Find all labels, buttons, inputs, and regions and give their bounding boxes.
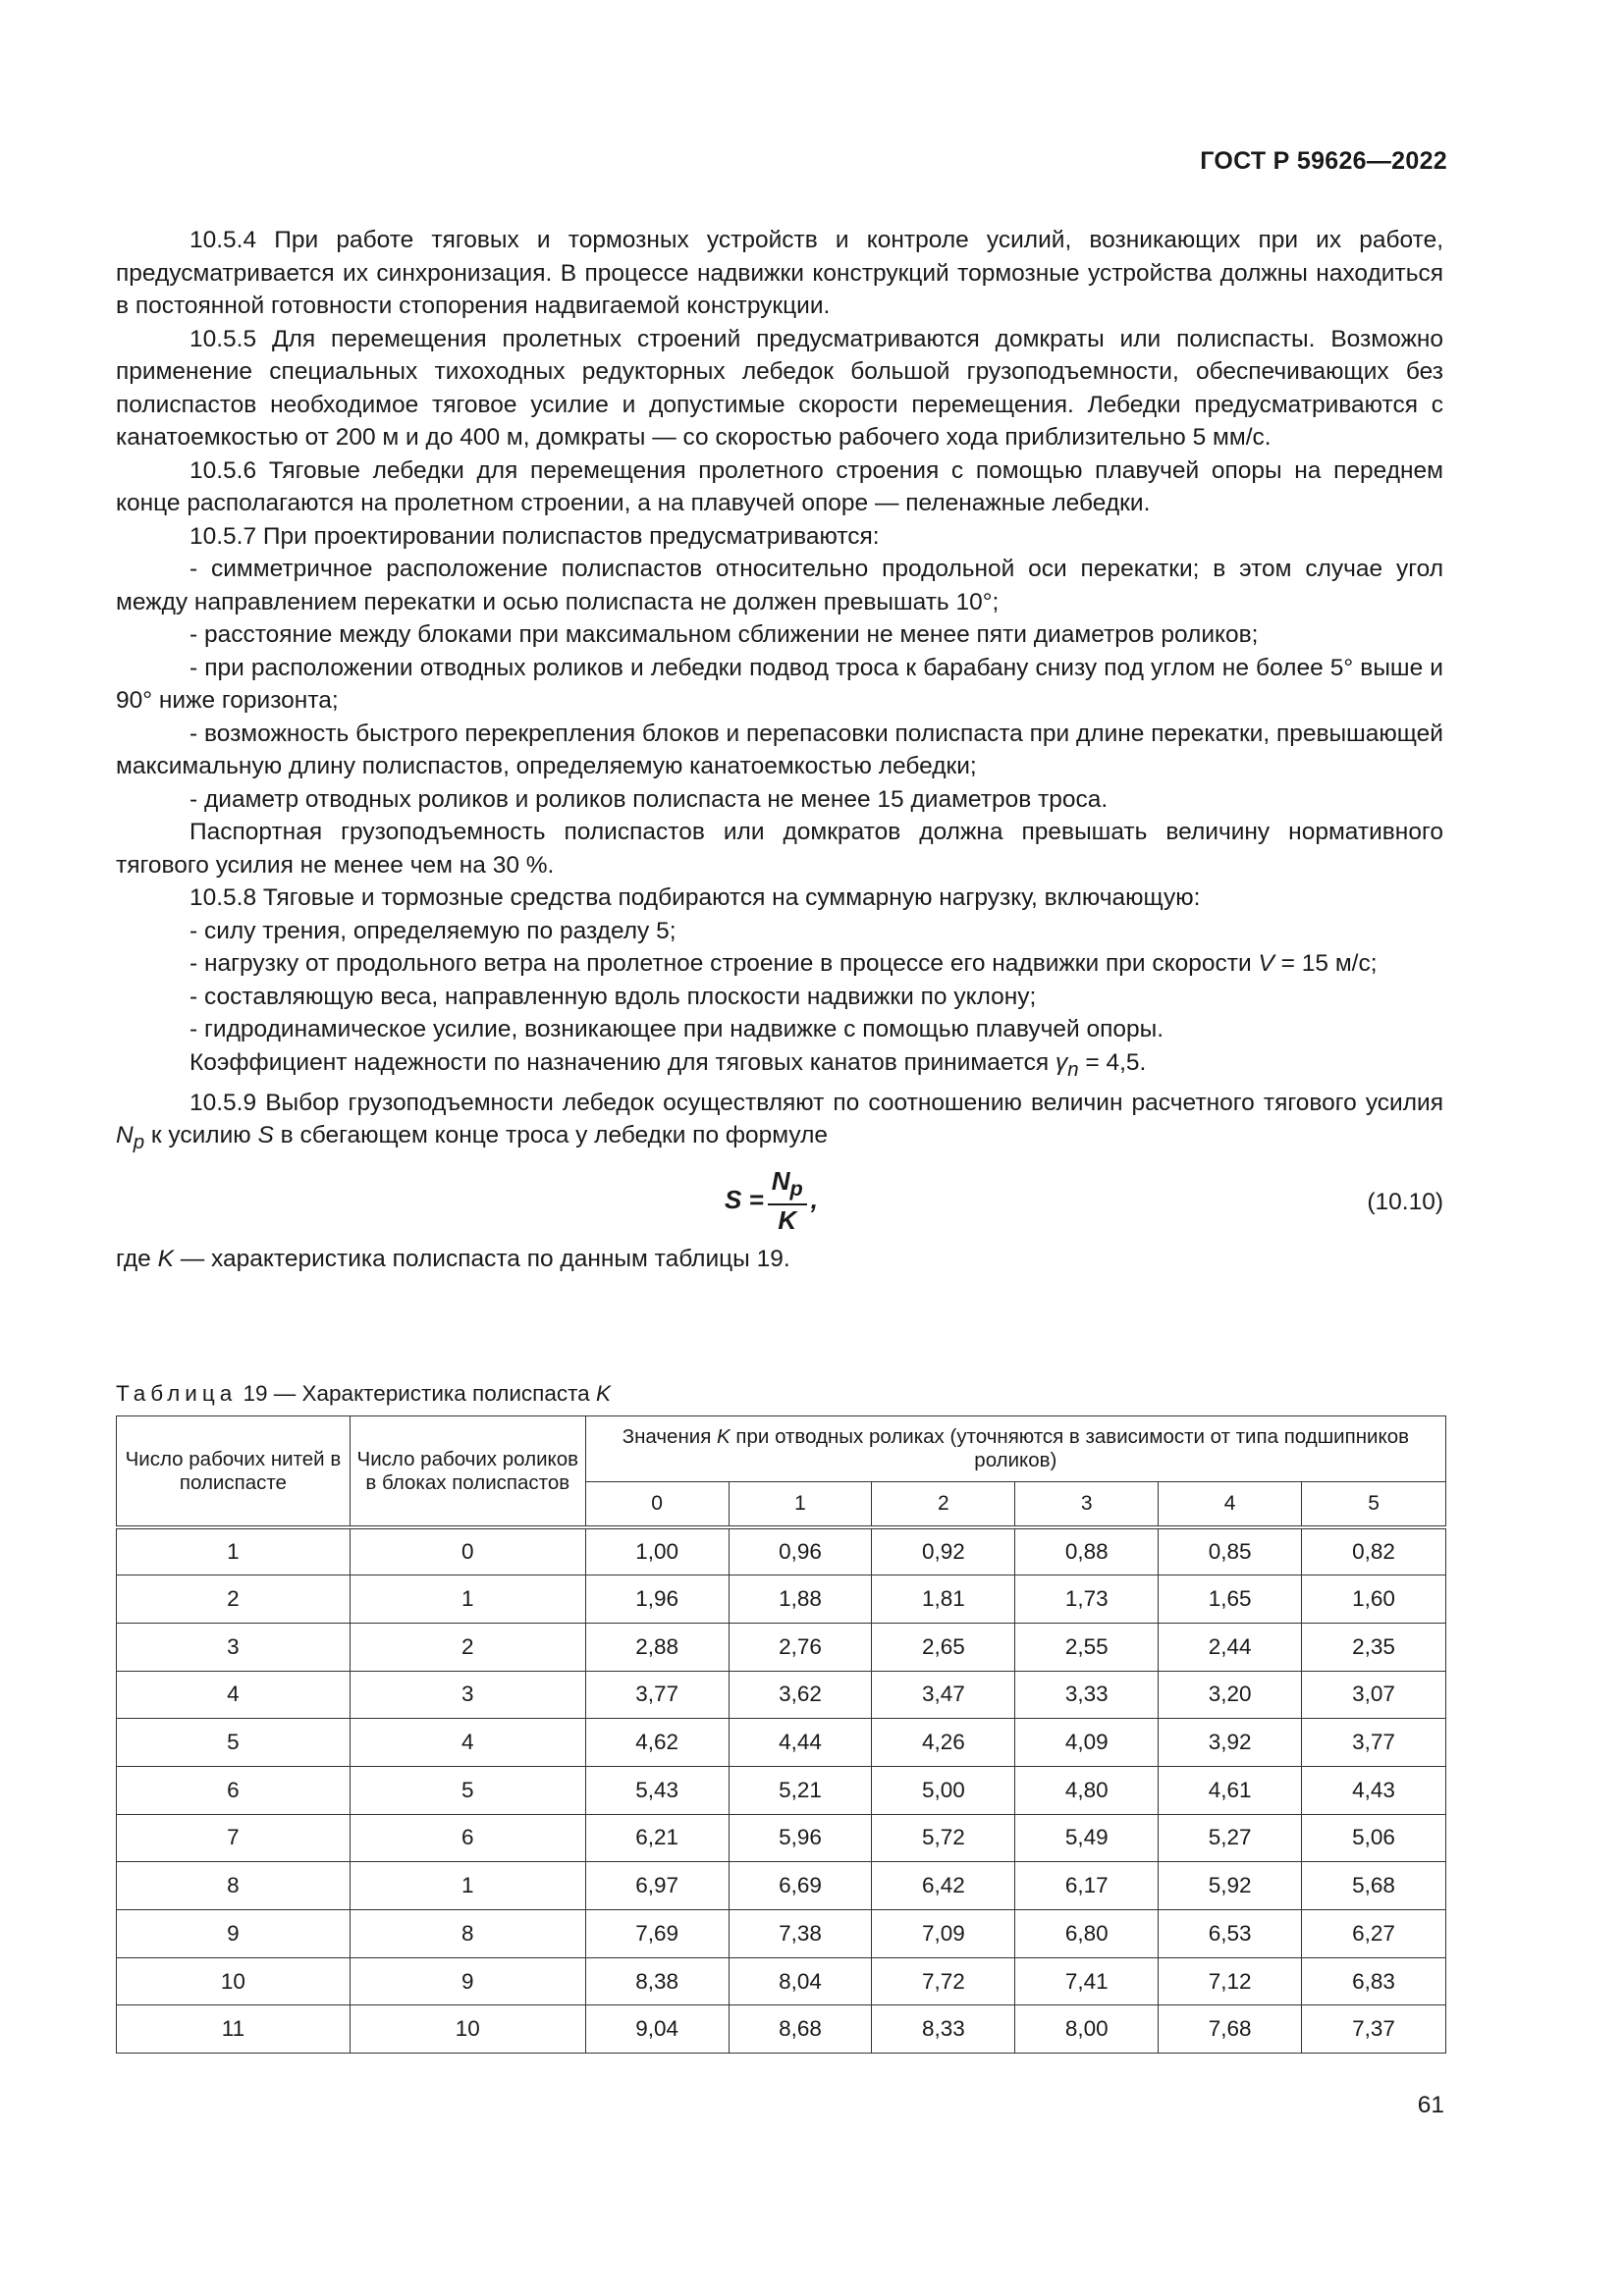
table-cell: 1 [350,1575,585,1624]
col-header-rollers: Число рабочих роликов в блоках полиспастов [350,1416,585,1528]
table-cell: 4,62 [585,1719,729,1767]
list-item-friction: - силу трения, определяемую по разделу 5; [189,917,677,944]
np-subscript: p [133,1132,145,1154]
table-cell: 3,77 [1302,1719,1446,1767]
list-item-block-distance: - расстояние между блоками при максимальном сближении не менее пяти диаметров роликов; [189,621,1259,648]
np-symbol: N [116,1122,134,1149]
table-cell: 4 [350,1719,585,1767]
table-row [117,2005,1446,2054]
table-cell: 6,27 [1302,1910,1446,1958]
table-row [117,1527,1446,1575]
table-row [117,1671,1446,1719]
table-cell: 2,65 [872,1623,1015,1671]
formula-row [116,1166,1443,1243]
table-cell: 4,61 [1159,1766,1302,1814]
table-cell: 3,20 [1159,1671,1302,1719]
formula-number: (10.10) [1367,1188,1443,1215]
table-cell: 9 [350,1957,585,2005]
table-caption-var: K [595,1381,611,1406]
table-cell: 1,88 [729,1575,872,1624]
where-rest: — характеристика полиспаста по данным таблицы 19. [173,1245,790,1272]
paragraph-capacity: Паспортная грузоподъемность полиспастов или домкратов должна превышать величину нормативного тягового усилия не менее чем на 30 %. [116,819,1443,879]
formula-fraction [768,1166,807,1235]
table-cell: 8,33 [872,2005,1015,2054]
table-cell: 2,88 [585,1623,729,1671]
paragraph-where [116,1243,1443,1276]
table-cell: 10 [350,2005,585,2054]
table-cell: 5,06 [1302,1814,1446,1862]
formula-10-10 [725,1166,818,1235]
table-caption-label: Таблица [116,1381,238,1406]
wind-value: = 15 м/с; [1273,950,1378,977]
table-caption-text: 19 — Характеристика полиспаста [237,1381,596,1406]
table-cell: 3 [117,1623,351,1671]
table-cell: 5 [117,1719,351,1767]
table-cell: 8,68 [729,2005,872,2054]
table-cell: 3,33 [1015,1671,1159,1719]
table-cell: 5,27 [1159,1814,1302,1862]
table-cell: 7,38 [729,1910,872,1958]
list-item-symmetry: - симметричное расположение полиспастов относительно продольной оси перекатки; в этом случае угол между направлением перекатки и осью полиспаста не должен превышать 10°; [116,556,1443,615]
formula-numerator: $N_p$ [768,1166,807,1205]
table-cell: 7,41 [1015,1957,1159,2005]
table-cell: 4,09 [1015,1719,1159,1767]
table-cell: 8 [117,1862,351,1910]
table-cell: 9,04 [585,2005,729,2054]
table-cell: 2 [350,1623,585,1671]
table-cell: 6,97 [585,1862,729,1910]
table-row [117,1766,1446,1814]
table-cell: 4,80 [1015,1766,1159,1814]
wind-text: - нагрузку от продольного ветра на пролетное строение в процессе его надвижки при скорости [189,950,1259,977]
table-cell: 1,81 [872,1575,1015,1624]
col-header-deflection-rollers-0: 0 [585,1482,729,1528]
table-row [117,1957,1446,2005]
table-cell: 1 [117,1527,351,1575]
table-cell: 7,12 [1159,1957,1302,2005]
table-cell: 2,76 [729,1623,872,1671]
table-cell: 3 [350,1671,585,1719]
col-header-deflection-rollers-2: 2 [872,1482,1015,1528]
col-header-threads: Число рабочих нитей в полиспасте [117,1416,351,1528]
table-cell: 6,42 [872,1862,1015,1910]
gamma-symbol: γ [1055,1048,1068,1076]
table-cell: 7,69 [585,1910,729,1958]
table-cell: 7 [117,1814,351,1862]
velocity-symbol: V [1258,950,1274,977]
list-item-wind-load [116,947,1443,981]
table-cell: 6,21 [585,1814,729,1862]
s-symbol: S [257,1122,274,1149]
table-cell: 8,04 [729,1957,872,2005]
page-number: 61 [1417,2092,1444,2118]
col-header-deflection-rollers-5: 5 [1302,1482,1446,1528]
table-cell: 6 [117,1766,351,1814]
p1059-mid: к усилию [144,1122,258,1149]
table-cell: 7,09 [872,1910,1015,1958]
table-cell: 5,72 [872,1814,1015,1862]
table-cell: 5,92 [1159,1862,1302,1910]
table-cell: 10 [117,1957,351,2005]
table-cell: 5,96 [729,1814,872,1862]
table-cell: 6,69 [729,1862,872,1910]
body-text [116,224,1443,1275]
table-cell: 9 [117,1910,351,1958]
table-cell: 6 [350,1814,585,1862]
table-cell: 6,83 [1302,1957,1446,2005]
table-cell: 4,26 [872,1719,1015,1767]
table-cell: 1,96 [585,1575,729,1624]
col-header-deflection-rollers-1: 1 [729,1482,872,1528]
list-item-hydrodynamic: - гидродинамическое усилие, возникающее при надвижке с помощью плавучей опоры. [189,1016,1164,1042]
table-row [117,1862,1446,1910]
col-header-deflection-rollers-4: 4 [1159,1482,1302,1528]
reliability-text: Коэффициент надежности по назначению для тяговых канатов принимается [189,1048,1056,1076]
table-cell: 6,53 [1159,1910,1302,1958]
col-header-deflection-rollers-3: 3 [1015,1482,1159,1528]
table-cell: 1,60 [1302,1575,1446,1624]
table-cell: 5,43 [585,1766,729,1814]
paragraph-10-5-8: 10.5.8 Тяговые и тормозные средства подбираются на суммарную нагрузку, включающую: [189,884,1201,911]
p1059-rest: в сбегающем конце троса у лебедки по формуле [273,1122,829,1149]
table-row [117,1814,1446,1862]
table-cell: 7,72 [872,1957,1015,2005]
paragraph-10-5-9 [116,1087,1443,1160]
list-item-cable-angle: - при расположении отводных роликов и лебедки подвод троса к барабану снизу под углом не более 5° выше и 90° ниже горизонта; [116,654,1443,714]
table-cell: 7,68 [1159,2005,1302,2054]
table-cell: 3,77 [585,1671,729,1719]
gamma-subscript: n [1067,1058,1079,1081]
table-row [117,1910,1446,1958]
table-cell: 3,92 [1159,1719,1302,1767]
pulley-characteristic-table [116,1415,1446,2054]
formula-lhs: S = [725,1185,764,1215]
table-cell: 5,00 [872,1766,1015,1814]
table-cell: 3,07 [1302,1671,1446,1719]
k-symbol: K [157,1245,174,1272]
paragraph-10-5-6: 10.5.6 Тяговые лебедки для перемещения пролетного строения с помощью плавучей опоры на переднем конце располагаются на пролетном строении, а на плавучей опоре — пеленажные лебедки. [116,456,1443,516]
table-row [117,1575,1446,1624]
table-cell: 0,92 [872,1527,1015,1575]
paragraph-10-5-4: 10.5.4 При работе тяговых и тормозных устройств и контроле усилий, возникающих при их работе, предусматривается их синхронизация. В процессе надвижки конструкций тормозные устройства должны находиться в постоянной готовности стопорения надвигаемой конструкции. [116,227,1443,319]
p1059-text: 10.5.9 Выбор грузоподъемности лебедок осуществляют по соотношению величин расчетного тягового усилия [189,1089,1443,1116]
table-cell: 11 [117,2005,351,2054]
table-cell: 1,00 [585,1527,729,1575]
table-cell: 4 [117,1671,351,1719]
table-cell: 4,43 [1302,1766,1446,1814]
table-cell: 5,49 [1015,1814,1159,1862]
table-cell: 0,88 [1015,1527,1159,1575]
table-cell: 0,82 [1302,1527,1446,1575]
table-cell: 5 [350,1766,585,1814]
table-cell: 3,47 [872,1671,1015,1719]
table-cell: 0 [350,1527,585,1575]
table-cell: 0,85 [1159,1527,1302,1575]
table-cell: 8 [350,1910,585,1958]
table-cell: 1,73 [1015,1575,1159,1624]
table-cell: 1 [350,1862,585,1910]
table-cell: 2,44 [1159,1623,1302,1671]
paragraph-10-5-5: 10.5.5 Для перемещения пролетных строений предусматриваются домкраты или полиспасты. Возможно применение специальных тихоходных редукторных лебедок большой грузоподъемности, обеспечивающих без полиспастов необходимое тяговое усилие и допустимые скорости перемещения. Лебедки предусматриваются с канатоемкостью от 200 м и до 400 м, домкраты — со скоростью рабочего хода приблизительно 5 мм/с. [116,325,1443,451]
table-row [117,1719,1446,1767]
list-item-weight: - составляющую веса, направленную вдоль плоскости надвижки по уклону; [189,983,1037,1010]
list-item-reattachment: - возможность быстрого перекрепления блоков и перепасовки полиспаста при длине перекатки, превышающей максимальную длину полиспастов, определяемую канатоемкостью лебедки; [116,720,1443,779]
formula-comma: , [810,1185,818,1215]
table-cell: 2 [117,1575,351,1624]
table-caption [116,1381,611,1407]
table-cell: 0,96 [729,1527,872,1575]
table-cell: 5,68 [1302,1862,1446,1910]
table-cell: 1,65 [1159,1575,1302,1624]
reliability-value: = 4,5. [1078,1048,1147,1076]
table-cell: 6,17 [1015,1862,1159,1910]
table-cell: 3,62 [729,1671,872,1719]
paragraph-10-5-7: 10.5.7 При проектировании полиспастов предусматриваются: [189,522,880,550]
table-cell: 8,38 [585,1957,729,2005]
table-cell: 8,00 [1015,2005,1159,2054]
formula-denominator: K [778,1204,797,1235]
table-cell: 6,80 [1015,1910,1159,1958]
table-cell: 7,37 [1302,2005,1446,2054]
table-row [117,1623,1446,1671]
table-cell: 2,35 [1302,1623,1446,1671]
where-text: где [116,1245,158,1272]
list-item-roller-diameter: - диаметр отводных роликов и роликов полиспаста не менее 15 диаметров троса. [189,785,1109,813]
table-cell: 4,44 [729,1719,872,1767]
document-code: ГОСТ Р 59626—2022 [1200,147,1447,175]
table-cell: 5,21 [729,1766,872,1814]
table-cell: 2,55 [1015,1623,1159,1671]
col-header-k-values: Значения K при отводных роликах (уточняются в зависимости от типа подшипников роликов) [585,1416,1445,1482]
paragraph-reliability [116,1046,1443,1087]
